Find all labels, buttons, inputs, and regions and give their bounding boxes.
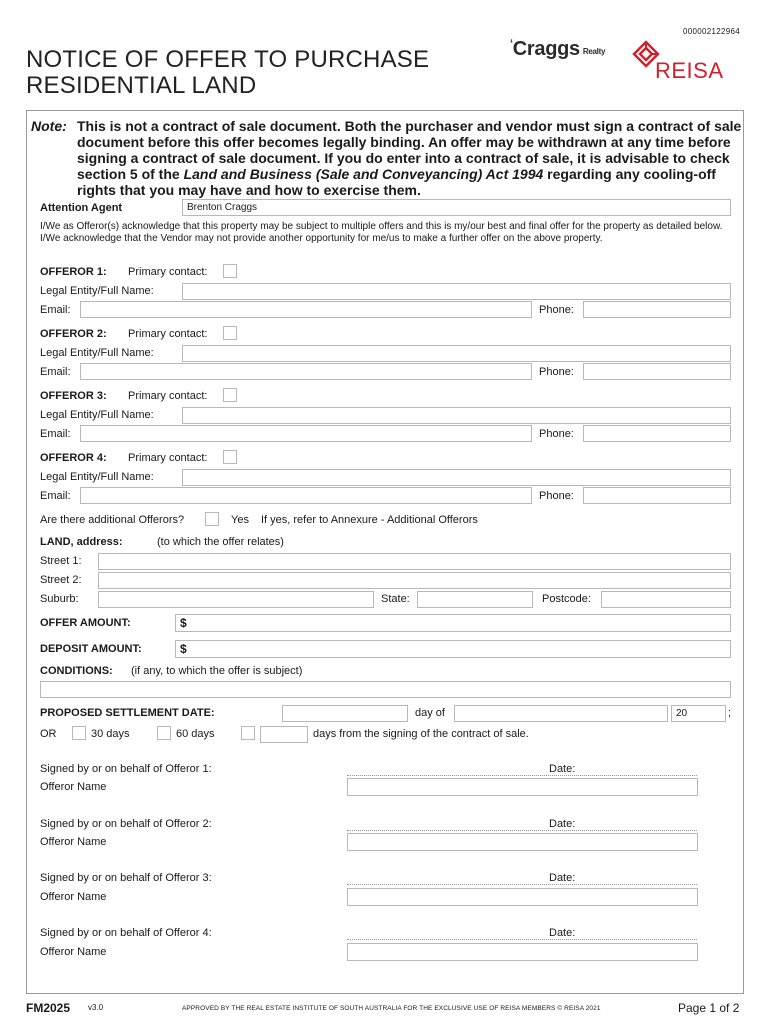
signed-by-label: Signed by or on behalf of Offeror 2: <box>40 818 212 830</box>
custom-days-field[interactable] <box>260 726 308 743</box>
land-address-hint: (to which the offer relates) <box>157 536 284 548</box>
email-field-1[interactable] <box>80 301 532 318</box>
legal-entity-label: Legal Entity/Full Name: <box>40 347 154 359</box>
offeror-name-field-2[interactable] <box>347 833 698 851</box>
email-label: Email: <box>40 428 71 440</box>
phone-label: Phone: <box>539 428 574 440</box>
additional-yes-label: Yes <box>231 514 249 526</box>
date-label: Date: <box>549 927 576 939</box>
phone-label: Phone: <box>539 366 574 378</box>
note-body: This is not a contract of sale document. Both the purchaser and vendor must sign a contract of sale document before this offer becomes legally binding. An offer may be withdrawn at any time before signing a contract of sale document. If you do enter into a contract of sale, it is advisable to check section 5 of the Land and Business (Sale and Conveyancing) Act 1994 regarding any cooling-off rights that you may have and how to exercise them. <box>77 118 742 198</box>
offeror-name-field-4[interactable] <box>347 943 698 961</box>
conditions-hint: (if any, to which the offer is subject) <box>131 665 303 677</box>
craggs-logo-text: Craggs <box>512 38 580 60</box>
page-title <box>26 47 429 99</box>
email-label: Email: <box>40 304 71 316</box>
deposit-amount-field[interactable] <box>175 640 731 658</box>
acknowledgement-text: I/We as Offeror(s) acknowledge that this property may be subject to multiple offers and this is my/our best and final offer for the property as detailed below. I/We acknowledge that the Vendor may not provide another opportunity for me/us to make a further offer on the above property. <box>40 221 723 244</box>
signed-by-label: Signed by or on behalf of Offeror 3: <box>40 872 212 884</box>
state-label: State: <box>381 593 410 605</box>
email-label: Email: <box>40 366 71 378</box>
land-address-label: LAND, address: <box>40 536 123 548</box>
craggs-realty-logo <box>510 38 605 61</box>
form-version: v3.0 <box>88 1003 104 1012</box>
primary-contact-label: Primary contact: <box>128 452 208 464</box>
date-label: Date: <box>549 763 576 775</box>
phone-label: Phone: <box>539 304 574 316</box>
offer-amount-label: OFFER AMOUNT: <box>40 617 131 629</box>
signature-line-1[interactable] <box>347 775 697 776</box>
legal-entity-field-2[interactable] <box>182 345 731 362</box>
primary-contact-label: Primary contact: <box>128 266 208 278</box>
email-field-4[interactable] <box>80 487 532 504</box>
email-label: Email: <box>40 490 71 502</box>
offer-amount-field[interactable] <box>175 614 731 632</box>
phone-field-2[interactable] <box>583 363 731 380</box>
phone-field-3[interactable] <box>583 425 731 442</box>
settlement-month-field[interactable] <box>454 705 668 722</box>
phone-field-1[interactable] <box>583 301 731 318</box>
conditions-field[interactable] <box>40 681 731 698</box>
postcode-field[interactable] <box>601 591 731 608</box>
legal-entity-field-3[interactable] <box>182 407 731 424</box>
craggs-logo-sub: Realty <box>582 47 606 56</box>
settlement-date-label: PROPOSED SETTLEMENT DATE: <box>40 707 215 719</box>
conditions-label: CONDITIONS: <box>40 665 113 677</box>
option-30-days-checkbox[interactable] <box>72 726 86 740</box>
offeror-name-field-1[interactable] <box>347 778 698 796</box>
suburb-label: Suburb: <box>40 593 79 605</box>
attention-agent-label: Attention Agent <box>40 202 123 214</box>
option-30-days-label: 30 days <box>91 728 130 740</box>
settlement-day-field[interactable] <box>282 705 408 722</box>
legal-entity-field-1[interactable] <box>182 283 731 300</box>
signature-line-3[interactable] <box>347 884 697 885</box>
offeror-1-label: OFFEROR 1: <box>40 266 107 278</box>
copyright-notice: APPROVED BY THE REAL ESTATE INSTITUTE OF SOUTH AUSTRALIA FOR THE EXCLUSIVE USE OF REISA MEMBERS © REISA 2021 <box>182 1005 601 1012</box>
offeror-4-label: OFFEROR 4: <box>40 452 107 464</box>
suburb-field[interactable] <box>98 591 374 608</box>
days-from-signing-label: days from the signing of the contract of sale. <box>313 728 529 740</box>
street-2-field[interactable] <box>98 572 731 589</box>
state-field[interactable] <box>417 591 533 608</box>
offeror-3-label: OFFEROR 3: <box>40 390 107 402</box>
primary-contact-label: Primary contact: <box>128 390 208 402</box>
settlement-semicolon: ; <box>728 707 732 719</box>
settlement-year-field[interactable]: 20 <box>671 705 726 722</box>
street-1-label: Street 1: <box>40 555 82 567</box>
deposit-amount-label: DEPOSIT AMOUNT: <box>40 643 142 655</box>
legal-note <box>31 118 743 198</box>
title-line-1: NOTICE OF OFFER TO PURCHASE <box>26 46 430 73</box>
offeror-2-label: OFFEROR 2: <box>40 328 107 340</box>
offeror-name-label: Offeror Name <box>40 946 107 958</box>
note-label: Note: <box>31 118 67 134</box>
option-60-days-label: 60 days <box>176 728 215 740</box>
attention-agent-field[interactable]: Brenton Craggs <box>182 199 731 216</box>
reisa-logo-text: REISA <box>655 58 724 83</box>
legal-entity-label: Legal Entity/Full Name: <box>40 471 154 483</box>
legal-entity-label: Legal Entity/Full Name: <box>40 409 154 421</box>
primary-contact-checkbox-1[interactable] <box>223 264 237 278</box>
offeror-name-field-3[interactable] <box>347 888 698 906</box>
legal-entity-field-4[interactable] <box>182 469 731 486</box>
offeror-name-label: Offeror Name <box>40 891 107 903</box>
option-custom-days-checkbox[interactable] <box>241 726 255 740</box>
signed-by-label: Signed by or on behalf of Offeror 1: <box>40 763 212 775</box>
primary-contact-label: Primary contact: <box>128 328 208 340</box>
street-2-label: Street 2: <box>40 574 82 586</box>
phone-field-4[interactable] <box>583 487 731 504</box>
date-label: Date: <box>549 818 576 830</box>
or-label: OR <box>40 728 57 740</box>
offeror-name-label: Offeror Name <box>40 836 107 848</box>
primary-contact-checkbox-3[interactable] <box>223 388 237 402</box>
document-number: 000002122964 <box>683 27 740 36</box>
offeror-name-label: Offeror Name <box>40 781 107 793</box>
date-label: Date: <box>549 872 576 884</box>
signature-line-4[interactable] <box>347 939 697 940</box>
craggs-mark-icon: ʻ <box>510 38 513 50</box>
primary-contact-checkbox-2[interactable] <box>223 326 237 340</box>
annexure-note: If yes, refer to Annexure - Additional Offerors <box>261 514 478 526</box>
legal-entity-label: Legal Entity/Full Name: <box>40 285 154 297</box>
form-code: FM2025 <box>26 1001 71 1015</box>
phone-label: Phone: <box>539 490 574 502</box>
email-field-2[interactable] <box>80 363 532 380</box>
additional-offerors-question: Are there additional Offerors? <box>40 514 185 526</box>
offer-currency-symbol: $ <box>180 616 187 630</box>
day-of-label: day of <box>415 707 445 719</box>
primary-contact-checkbox-4[interactable] <box>223 450 237 464</box>
signed-by-label: Signed by or on behalf of Offeror 4: <box>40 927 212 939</box>
email-field-3[interactable] <box>80 425 532 442</box>
deposit-currency-symbol: $ <box>180 642 187 656</box>
page-number: Page 1 of 2 <box>678 1001 740 1015</box>
additional-offerors-checkbox[interactable] <box>205 512 219 526</box>
signature-line-2[interactable] <box>347 830 697 831</box>
postcode-label: Postcode: <box>542 593 591 605</box>
option-60-days-checkbox[interactable] <box>157 726 171 740</box>
title-line-2: RESIDENTIAL LAND <box>26 72 257 99</box>
street-1-field[interactable] <box>98 553 731 570</box>
